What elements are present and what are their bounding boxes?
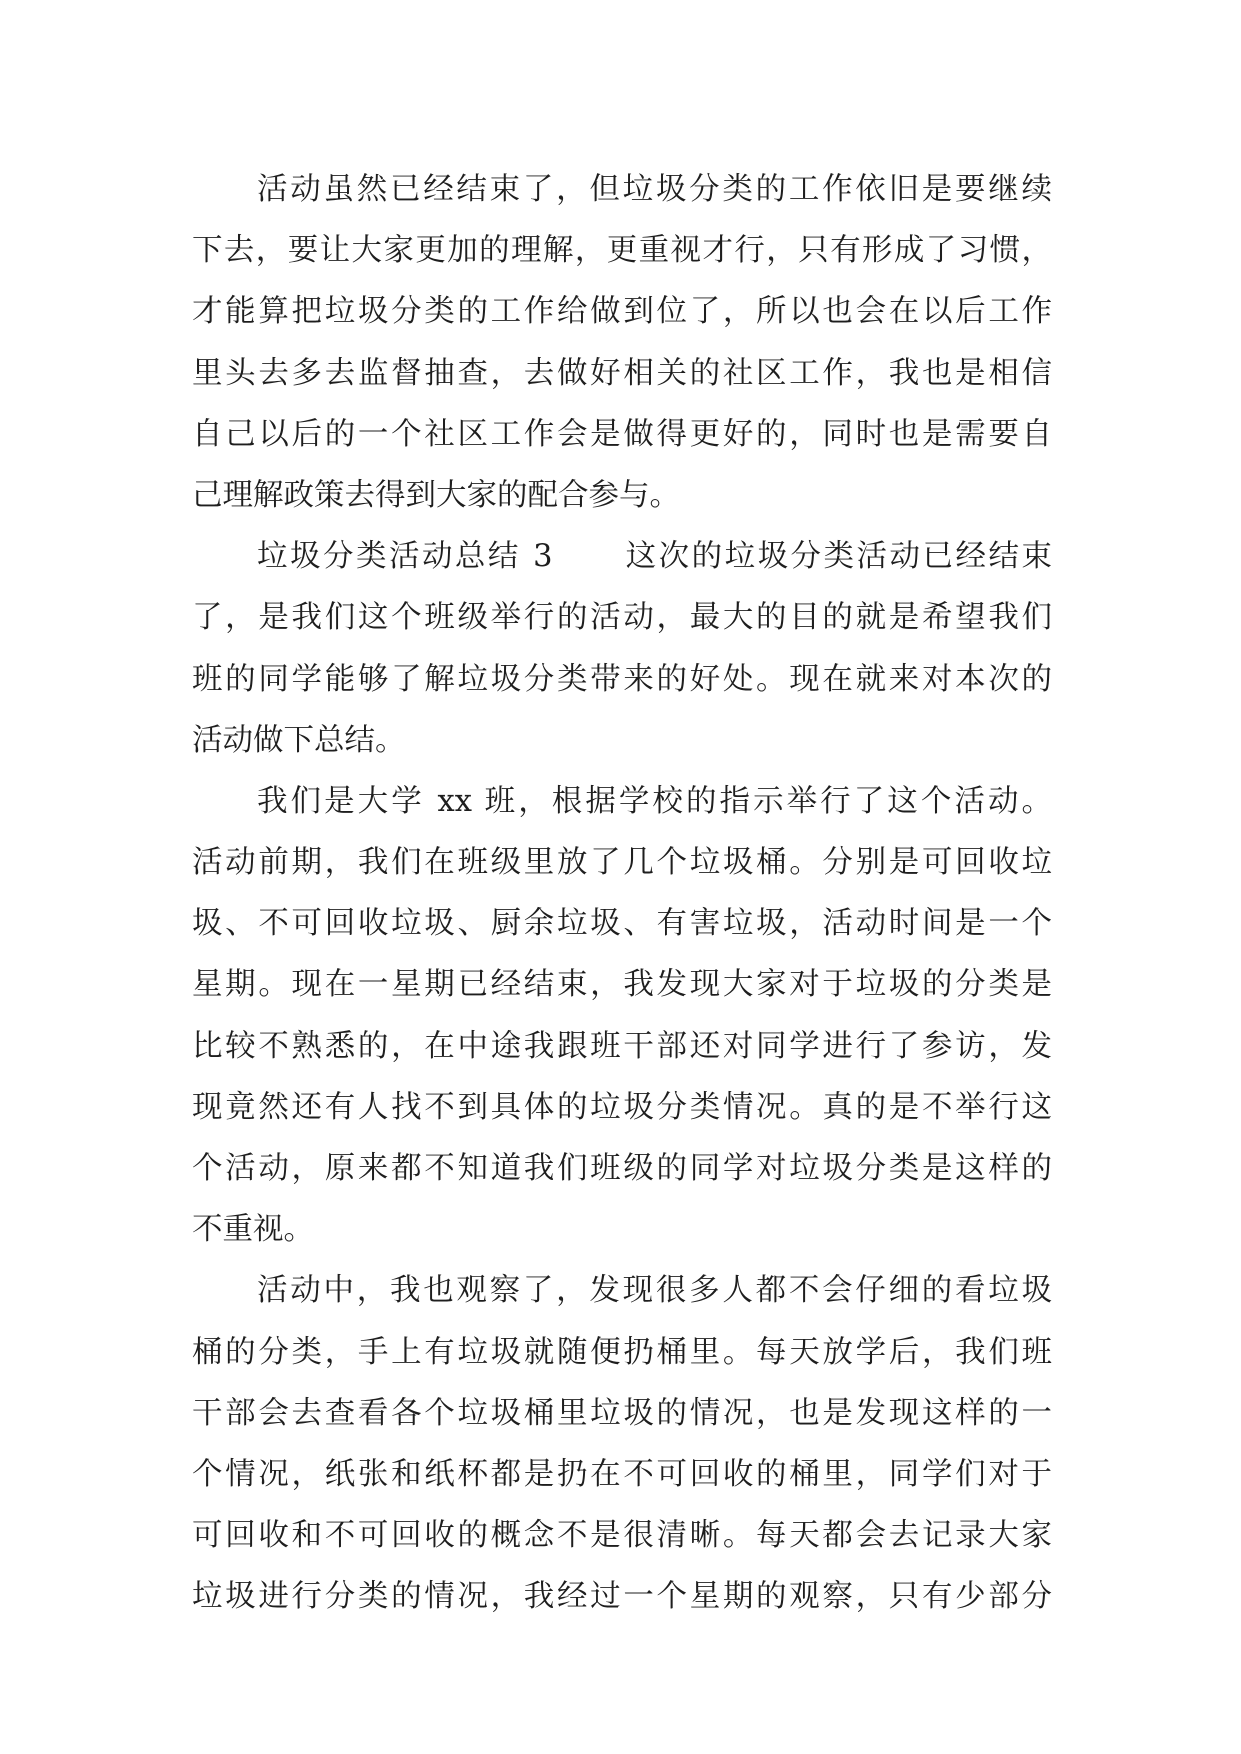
text-line: 班的同学能够了解垃圾分类带来的好处。现在就来对本次的	[192, 661, 1052, 697]
text-line: 比较不熟悉的，在中途我跟班干部还对同学进行了参访，发	[192, 1028, 1052, 1064]
text-line: 个活动，原来都不知道我们班级的同学对垃圾分类是这样的	[192, 1151, 1052, 1186]
text-line: 个情况，纸张和纸杯都是扔在不可回收的桶里，同学们对于	[192, 1456, 1052, 1492]
text-line: 垃圾分类活动总结 3 这次的垃圾分类活动已经结束	[257, 539, 1052, 575]
paragraph-2	[192, 526, 1052, 771]
text-line: 星期。现在一星期已经结束，我发现大家对于垃圾的分类是	[192, 967, 1052, 1003]
text-line: 垃圾进行分类的情况，我经过一个星期的观察，只有少部分	[192, 1579, 1052, 1615]
text-line: 己理解政策去得到大家的配合参与。	[192, 477, 680, 513]
text-line: 干部会去查看各个垃圾桶里垃圾的情况，也是发现这样的一	[192, 1395, 1052, 1431]
text-line: 圾、不可回收垃圾、厨余垃圾、有害垃圾，活动时间是一个	[192, 906, 1052, 942]
text-line: 下去，要让大家更加的理解，更重视才行，只有形成了习惯，	[192, 233, 1052, 269]
text-line: 了，是我们这个班级举行的活动，最大的目的就是希望我们	[192, 600, 1052, 636]
text-line: 活动做下总结。	[192, 722, 406, 758]
paragraph-3	[192, 771, 1052, 1261]
text-line: 活动虽然已经结束了，但垃圾分类的工作依旧是要继续	[257, 172, 1052, 207]
text-line: 活动中，我也观察了，发现很多人都不会仔细的看垃圾	[257, 1273, 1052, 1309]
text-line: 活动前期，我们在班级里放了几个垃圾桶。分别是可回收垃	[192, 845, 1052, 881]
paragraph-4	[192, 1260, 1052, 1627]
text-line: 我们是大学 xx 班，根据学校的指示举行了这个活动。	[257, 783, 1052, 819]
text-line: 里头去多去监督抽查，去做好相关的社区工作，我也是相信	[192, 355, 1052, 391]
document-body	[192, 159, 1052, 1628]
text-line: 可回收和不可回收的概念不是很清晰。每天都会去记录大家	[192, 1518, 1052, 1554]
text-line: 才能算把垃圾分类的工作给做到位了，所以也会在以后工作	[192, 294, 1052, 330]
text-line: 现竟然还有人找不到具体的垃圾分类情况。真的是不举行这	[192, 1089, 1052, 1125]
text-line: 桶的分类，手上有垃圾就随便扔桶里。每天放学后，我们班	[192, 1334, 1052, 1370]
text-line: 自己以后的一个社区工作会是做得更好的，同时也是需要自	[192, 416, 1052, 452]
text-line: 不重视。	[192, 1212, 314, 1248]
paragraph-1	[192, 159, 1052, 526]
